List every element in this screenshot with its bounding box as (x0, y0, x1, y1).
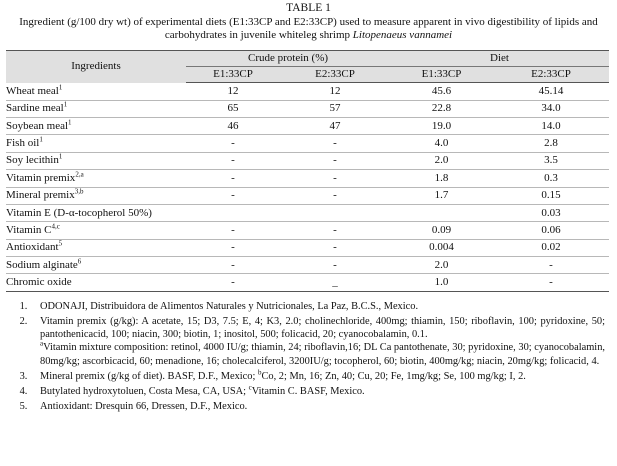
cell-cp-e2: - (280, 187, 390, 204)
table-row (6, 222, 609, 239)
cell-cp-e1 (186, 204, 280, 221)
cell-cp-e1: - (186, 152, 280, 169)
row-name: Vitamin C$^{4,c}$ (6, 222, 186, 239)
cell-diet-e1: 1.8 (390, 170, 493, 187)
cell-cp-e1: 65 (186, 100, 280, 117)
header-diet: Diet (390, 51, 609, 67)
row-name: Wheat meal$^1$ (6, 83, 186, 100)
table-caption (4, 2, 613, 42)
cell-cp-e2: _ (280, 274, 390, 291)
cell-diet-e2: 3.5 (493, 152, 609, 169)
cell-diet-e1 (390, 204, 493, 221)
table-row (6, 187, 609, 204)
footnotes (4, 300, 605, 414)
cell-cp-e1: - (186, 274, 280, 291)
table-row (6, 170, 609, 187)
cell-cp-e1: - (186, 257, 280, 274)
cell-cp-e2: - (280, 239, 390, 256)
cell-diet-e1: 4.0 (390, 135, 493, 152)
cell-diet-e2: 0.02 (493, 239, 609, 256)
table-row (6, 117, 609, 134)
cell-diet-e1: 1.7 (390, 187, 493, 204)
cell-diet-e1: 45.6 (390, 83, 493, 100)
row-name: Mineral premix$^{3,b}$ (6, 187, 186, 204)
table-row (6, 239, 609, 256)
header-ingredients: Ingredients (6, 51, 186, 83)
row-name: Chromic oxide (6, 274, 186, 291)
cell-cp-e1: 12 (186, 83, 280, 100)
cell-cp-e2: 47 (280, 117, 390, 134)
table-title-text: Ingredient (g/100 dry wt) of experimental diets (E1:33CP and E2:33CP) used to measure apparent in vivo digestibility of lipids and carbohydrates in juvenile whiteleg shrimp (19, 15, 598, 41)
species-name: Litopenaeus vannamei (352, 28, 453, 41)
cell-diet-e1: 2.0 (390, 152, 493, 169)
cell-cp-e2: - (280, 135, 390, 152)
cell-diet-e2: - (493, 274, 609, 291)
cell-cp-e1: - (186, 222, 280, 239)
cell-diet-e2: 14.0 (493, 117, 609, 134)
cell-diet-e2: 0.03 (493, 204, 609, 221)
cell-diet-e2: 45.14 (493, 83, 609, 100)
cell-diet-e2: 0.06 (493, 222, 609, 239)
header-cp-e1: E1:33CP (186, 67, 280, 83)
header-diet-e2: E2:33CP (493, 67, 609, 83)
cell-cp-e2: - (280, 152, 390, 169)
row-name: Sodium alginate$^6$ (6, 257, 186, 274)
cell-diet-e1: 22.8 (390, 100, 493, 117)
cell-diet-e1: 2.0 (390, 257, 493, 274)
cell-cp-e2: - (280, 222, 390, 239)
header-cp-e2: E2:33CP (280, 67, 390, 83)
cell-cp-e1: - (186, 135, 280, 152)
footnote-5: 5. Antioxidant: Dresquin 66, Dressen, D.F., Mexico. (30, 400, 605, 413)
cell-cp-e1: - (186, 187, 280, 204)
row-name: Vitamin premix$^{2,a}$ (6, 170, 186, 187)
cell-diet-e1: 0.004 (390, 239, 493, 256)
table-row (6, 152, 609, 169)
row-name: Fish oil$^1$ (6, 135, 186, 152)
cell-diet-e1: 1.0 (390, 274, 493, 291)
cell-diet-e2: 2.8 (493, 135, 609, 152)
row-name: Vitamin E (D-α-tocopherol 50%) (6, 204, 186, 221)
cell-diet-e2: - (493, 257, 609, 274)
footnote-2: 2. Vitamin premix (g/kg): A acetate, 15; D3, 7.5; E, 4; K3, 2.0; cholinechloride, 400mg; thiamin, 150; riboflavin, 100; pyridoxine, 50; pantothenicacid, 100; niacin, 300; biotin, 1; inositol, 500; folicacid, 20; cyanocobalamin, 0.1. $^a$Vitamin mixture composition: retinol, 4000 IU/g; thiamin, 24; riboflavin,16; DL Ca pantothenate, 30; pyridoxine, 30; cyanocobalamin, 80mg/kg; ascorbicacid, 60; menadione, 16; cholecalciferol, 3200IU/g; tocopherol, 60; biotin, 400mg/kg; niacin, 20mg/kg; folicacid, 4. (30, 315, 605, 368)
table-title (4, 16, 613, 42)
header-crude-protein: Crude protein (%) (186, 51, 390, 67)
footnote-3: 3. Mineral premix (g/kg of diet). BASF, D.F., Mexico; $^b$Co, 2; Mn, 16; Zn, 40; Cu, 20; Fe, 1mg/kg; Se, 100 mg/kg; I, 2. (30, 370, 605, 383)
table-row (6, 83, 609, 100)
row-name: Antioxidant$^5$ (6, 239, 186, 256)
footnote-4: 4. Butylated hydroxytoluen, Costa Mesa, CA, USA; $^c$Vitamin C. BASF, Mexico. (30, 385, 605, 398)
cell-cp-e1: - (186, 170, 280, 187)
table-row (6, 274, 609, 291)
row-name: Sardine meal$^1$ (6, 100, 186, 117)
cell-cp-e2 (280, 204, 390, 221)
table-label: TABLE 1 (286, 2, 331, 14)
table-row (6, 100, 609, 117)
row-name: Soybean meal$^1$ (6, 117, 186, 134)
cell-cp-e2: 12 (280, 83, 390, 100)
header-diet-e1: E1:33CP (390, 67, 493, 83)
cell-cp-e2: - (280, 257, 390, 274)
table-row (6, 257, 609, 274)
table-figure (4, 2, 613, 413)
cell-diet-e1: 0.09 (390, 222, 493, 239)
cell-cp-e2: 57 (280, 100, 390, 117)
table-row (6, 204, 609, 221)
cell-cp-e2: - (280, 170, 390, 187)
cell-diet-e2: 0.3 (493, 170, 609, 187)
ingredients-table (6, 50, 609, 292)
cell-diet-e1: 19.0 (390, 117, 493, 134)
cell-cp-e1: 46 (186, 117, 280, 134)
table-row (6, 135, 609, 152)
cell-diet-e2: 34.0 (493, 100, 609, 117)
row-name: Soy lecithin$^1$ (6, 152, 186, 169)
cell-cp-e1: - (186, 239, 280, 256)
cell-diet-e2: 0.15 (493, 187, 609, 204)
footnote-1: 1. ODONAJI, Distribuidora de Alimentos Naturales y Nutricionales, La Paz, B.C.S., Mexico. (30, 300, 605, 313)
